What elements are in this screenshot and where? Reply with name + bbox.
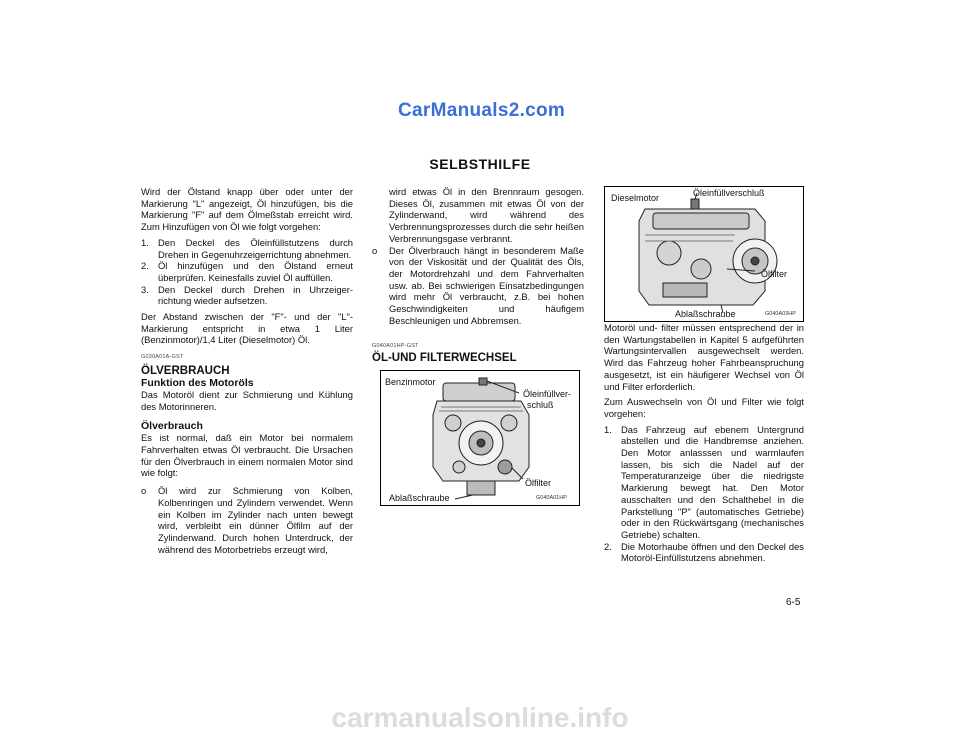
figure-code: G040A01HP bbox=[536, 495, 567, 501]
engine-illustration bbox=[605, 187, 803, 321]
figure-label-filter: Ölfilter bbox=[761, 269, 788, 279]
list-item: 2. Öl hinzufügen und den Ölstand erneut überprüfen. Keinesfalls zuviel Öl auffüllen. bbox=[141, 260, 353, 283]
section-heading: ÖL-UND FILTERWECHSEL bbox=[372, 352, 517, 365]
section-code: G030A01A-GST bbox=[141, 354, 184, 361]
paragraph: wird etwas Öl in den Brennraum gesogen. Dieses Öl, zusammen mit etwas Öl von der Zylinderwand, wird während des Verbrennungsprozesses durch die sehr heißen Verbrennungsgase verbrannt. bbox=[389, 186, 584, 244]
bullet-item: o Der Ölverbrauch hängt in besonderem Maße von der Viskosität und der Qualität des Öls, der Motordrehzahl und dem Fahrverhalten usw. ab. Bei schwierigen Einsatzbedingungen wird mehr Öl verbraucht, z.B. bei hohen Geschwindigkeiten und häufigem Beschleunigen und Abbremsen. bbox=[372, 244, 584, 326]
figure-code: G040A03HP bbox=[765, 311, 796, 317]
figure-label-engine: Dieselmotor bbox=[611, 193, 660, 203]
list-item: 1. Den Deckel des Öleinfüllstutzens durch Drehen in Gegenuhrzeigerrichtung abnehmen. bbox=[141, 236, 353, 260]
page-title: SELBSTHILFE bbox=[429, 156, 531, 172]
figure-label-filter: Ölfilter bbox=[525, 478, 552, 488]
list-item: 1. Das Fahrzeug auf ebenem Untergrund abstellen und die Handbremse anziehen. Den Motor anlasssen und warmlaufen lassen, bis sich die Nadel auf der Temperaturanzeige über die niedrigste Markierung bewegt hat. Den Motor ausschalten und den Schalthebel in die Parkstellung "P" (automatisches Getriebe) oder in den Rückwärtsgang (mechanisches Getriebe) schalten. bbox=[604, 423, 804, 540]
site-logo[interactable]: CarManuals2.com bbox=[398, 100, 566, 121]
figure-petrol-engine bbox=[380, 370, 580, 506]
subsection-heading: Funktion des Motoröls bbox=[141, 376, 254, 389]
subsection-heading: Ölverbrauch bbox=[141, 419, 203, 432]
column-left bbox=[141, 186, 353, 555]
figure-label-engine: Benzinmotor bbox=[385, 377, 436, 387]
figure-label-cap: Öleinfüllver- bbox=[523, 389, 572, 399]
section-heading: ÖLVERBRAUCH bbox=[141, 364, 230, 377]
figure-label-drain: Ablaßschraube bbox=[389, 493, 450, 503]
bullet-item: o Öl wird zur Schmierung von Kolben, Kolbenringen und Zylindern verwendet. Wenn ein Kolben im Zylinder nach unten bewegt wird, verbleibt ein dünner Ölfilm auf der Zylinderwand. Durch hohen Unterdruck, der während des Motorbetriebs erzeugt wird, bbox=[141, 485, 353, 555]
page-number: 6-5 bbox=[786, 597, 801, 608]
figure-label-drain: Ablaßschraube bbox=[675, 309, 736, 319]
column-middle bbox=[372, 186, 584, 365]
section-code: G040A01HP-GST bbox=[372, 343, 419, 350]
column-right bbox=[604, 322, 804, 564]
list-item: 3. Den Deckel durch Drehen in Uhrzeiger-richtung wieder aufsetzen. bbox=[141, 283, 353, 307]
paragraph: Das Motoröl dient zur Schmierung und Kühlung des Motorinneren. bbox=[141, 389, 353, 412]
figure-label-cap: Öleinfüllverschluß bbox=[693, 188, 765, 198]
figure-diesel-engine bbox=[604, 186, 804, 322]
oil-note: Der Abstand zwischen der "F"- und der "L"-Markierung entspricht in etwa 1 Liter (Benzinmotor)/1,4 Liter (Dieselmotor) Öl. bbox=[141, 311, 353, 346]
oil-add-intro: Wird der Ölstand knapp über oder unter der Markierung "L" angezeigt, Öl hinzufügen, bis die Markierung "F" auf dem Ölmeßstab erreicht wird. Zum Hinzufügen von Öl wie folgt vorgehen: bbox=[141, 186, 353, 233]
list-item: 2. Die Motorhaube öffnen und den Deckel des Motoröl-Einfüllstutzens abnehmen. bbox=[604, 540, 804, 564]
paragraph: Zum Auswechseln von Öl und Filter wie folgt vorgehen: bbox=[604, 396, 804, 419]
figure-label-cap-2: schluß bbox=[527, 400, 554, 410]
paragraph: Motoröl und- filter müssen entsprechend der in den Wartungstabellen in Kapitel 5 aufgeführten Wartungsintervallen ausgewechselt werden. Wird das Fahrzeug hoher Fahrbeanspruchung ausgesetzt, ist ein häufigerer Wechsel von Öl und Filter erforderlich. bbox=[604, 322, 804, 392]
paragraph: Es ist normal, daß ein Motor bei normalem Fahrverhalten etwas Öl verbraucht. Die Ursachen für den Ölverbrauch in einem normalen Motor sind wie folgt: bbox=[141, 432, 353, 479]
watermark: carmanualsonline.info bbox=[331, 702, 629, 733]
